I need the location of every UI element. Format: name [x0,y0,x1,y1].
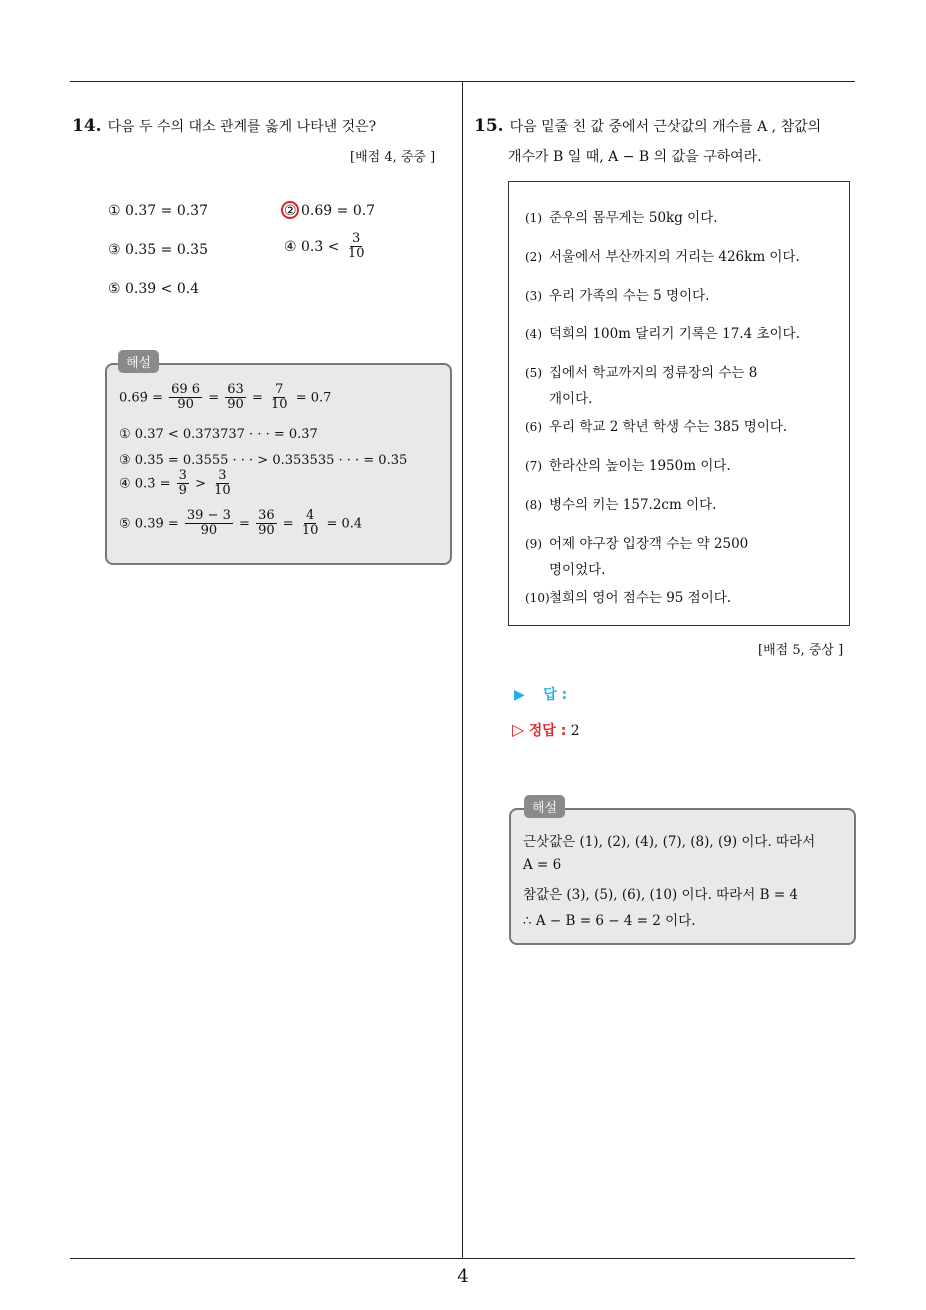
list-item: (1) 준우의 몸무게는 50kg 이다. [525,210,718,226]
q14-text: 다음 두 수의 대소 관계를 옳게 나타낸 것은? [107,119,377,135]
q15-number: 15. [474,116,504,136]
choice-mark: ⑤ [108,281,121,297]
q15-text-line-2: 개수가 B 일 때, A − B 의 값을 구하여라. [508,149,762,165]
list-item: (9) 어제 야구장 입장객 수는 약 2500 명이었다. [525,536,749,578]
q14-choice-1[interactable] [108,203,208,219]
q14-choice-5[interactable] [108,281,199,297]
q15-text-line-1: 다음 밑줄 친 값 중에서 근삿값의 개수를 A , 참값의 [509,119,822,135]
choice-text: 0.37 = 0.3̇7̇ [125,203,208,219]
selected-circle-icon [281,201,299,219]
column-divider [462,82,463,1258]
correct-answer-value: 2 [570,723,580,739]
explanation-line-3: ③ 0.35̇ = 0.3555 · · · > 0.353535 · · · = 0.3̇5̇ [119,453,408,468]
explanation-line-5: ⑤ 0.39̇ = $\frac{39 - 3}{90}$ = $\frac{36}{90}$ = $\frac{4}{10}$ = 0.4 [119,508,363,539]
bottom-rule [70,1258,855,1259]
play-arrow-icon: ▶ [514,687,525,703]
explanation-line-4: ∴ A − B = 6 − 4 = 2 이다. [523,913,696,929]
q15-item-box [508,181,850,626]
list-item: (5) 집에서 학교까지의 정류장의 수는 8 개이다. [525,365,758,407]
list-item: (7) 한라산의 높이는 1950m 이다. [525,458,731,474]
answer-row [514,684,567,704]
choice-text: 0.3̇ < [301,238,340,255]
q14-choice-2[interactable] [284,203,375,219]
choice-text: 0.69̇ = 0.7 [301,203,376,219]
q15-meta: [배점 5, 중상 ] [758,643,844,658]
explanation-line-1: 근삿값은 (1), (2), (4), (7), (8), (9) 이다. 따라서 [523,834,816,850]
list-item: (6) 우리 학교 2 학년 학생 수는 385 명이다. [525,419,788,435]
list-item: (10)철희의 영어 점수는 95 점이다. [525,590,732,606]
explanation-line-3: 참값은 (3), (5), (6), (10) 이다. 따라서 B = 4 [523,887,799,903]
correct-answer-label: 정답 : [528,723,567,739]
list-item: (3) 우리 가족의 수는 5 명이다. [525,288,710,304]
q14-choice-3[interactable] [108,242,208,258]
q14-heading [72,116,376,136]
list-item: (8) 병수의 키는 157.2cm 이다. [525,497,717,513]
list-item: (2) 서울에서 부산까지의 거리는 426km 이다. [525,249,800,265]
q14-choice-4[interactable] [284,232,368,262]
correct-answer-row [512,720,580,740]
choice-mark: ② [284,203,297,219]
choice-mark: ① [108,203,121,219]
list-item: (4) 덕희의 100m 달리기 기록은 17.4 초이다. [525,326,800,342]
q14-explanation-tag: 해설 [118,350,159,373]
explanation-line-1: 0.69̇ = $\frac{69 6}{90}$ = $\frac{63}{90}$ = $\frac{7}{10}$ = 0.7 [119,382,332,413]
q15-heading [474,116,821,136]
outline-arrow-icon: ▷ [512,720,525,739]
q14-explanation-box [105,363,452,565]
explanation-line-4: ④ 0.3̇ = $\frac{3}{9}$ > $\frac{3}{10}$ [119,468,231,499]
q15-explanation-tag: 해설 [524,795,565,818]
q15-explanation-box [509,808,856,945]
explanation-line-2: A = 6 [523,857,562,873]
choice-text: 0.35̇ = 0.3̇5̇ [125,242,208,258]
q14-meta: [배점 4, 중중 ] [350,150,436,165]
explanation-line-2: ① 0.37 < 0.373737 · · · = 0.3̇7̇ [119,427,318,442]
fraction: $\frac{3}{10}$ [347,231,365,262]
choice-mark: ③ [108,242,121,258]
page-number: 4 [457,1266,469,1287]
q14-number: 14. [72,116,102,136]
choice-mark: ④ [284,238,297,255]
choice-text: 0.39̇ < 0.4 [125,281,200,297]
answer-label: 답 : [543,687,568,703]
